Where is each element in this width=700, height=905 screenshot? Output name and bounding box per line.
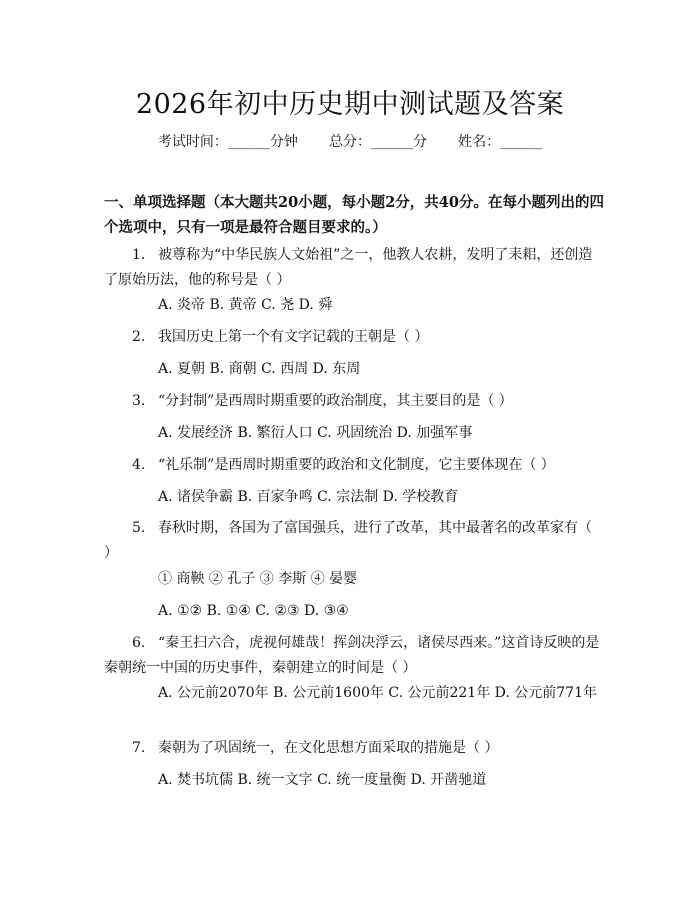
exam-time-field: 考试时间：______分钟 [157, 134, 298, 150]
question-number: 3. [132, 393, 146, 409]
question-5 [104, 516, 602, 566]
question-1-options: A. 炎帝 B. 黄帝 C. 尧 D. 舜 [158, 297, 333, 313]
student-name-field: 姓名：______ [458, 134, 543, 150]
question-number: 6. [132, 635, 146, 651]
question-number: 5. [132, 520, 146, 536]
question-text: 被尊称为“中华民族人文始祖”之一，他教人农耕，发明了耒耜，还创造了原始历法，他的称号是（ ） [104, 247, 593, 288]
question-3-options: A. 发展经济 B. 繁衍人口 C. 巩固统治 D. 加强军事 [158, 425, 473, 441]
total-score-field: 总分：______分 [329, 134, 427, 150]
question-6 [104, 631, 602, 681]
question-5-options: A. ①② B. ①④ C. ②③ D. ③④ [158, 603, 349, 619]
question-text: “分封制”是西周时期重要的政治制度，其主要目的是（ ） [158, 393, 513, 409]
question-number: 7. [132, 740, 146, 756]
question-3 [104, 389, 602, 414]
question-number: 1. [132, 247, 146, 263]
question-text: 春秋时期，各国为了富国强兵，进行了改革，其中最著名的改革家有（ ） [104, 520, 592, 561]
question-2-options: A. 夏朝 B. 商朝 C. 西周 D. 东周 [158, 361, 361, 377]
question-2 [104, 325, 602, 350]
question-1 [104, 243, 602, 293]
question-number: 4. [132, 457, 146, 473]
question-6-options: A. 公元前2070年 B. 公元前1600年 C. 公元前221年 D. 公元前771年 [158, 685, 597, 701]
question-4 [104, 453, 602, 478]
question-text: 我国历史上第一个有文字记载的王朝是（ ） [158, 329, 429, 345]
page-title: 2026年初中历史期中测试题及答案 [135, 89, 565, 120]
question-text: “秦王扫六合，虎视何雄哉！挥剑决浮云，诸侯尽西来。”这首诗反映的是秦朝统一中国的历史事件，秦朝建立的时间是（ ） [104, 635, 600, 676]
section-heading: 一、单项选择题（本大题共20小题，每小题2分，共40分。在每小题列出的四个选项中，只有一项是最符合题目要求的。） [104, 194, 604, 236]
question-text: “礼乐制”是西周时期重要的政治和文化制度，它主要体现在（ ） [158, 457, 555, 473]
exam-info-line [0, 131, 700, 151]
question-5-items: ① 商鞅 ② 孔子 ③ 李斯 ④ 晏婴 [158, 571, 358, 587]
question-4-options: A. 诸侯争霸 B. 百家争鸣 C. 宗法制 D. 学校教育 [158, 489, 459, 505]
question-number: 2. [132, 329, 146, 345]
question-7 [104, 736, 602, 761]
question-text: 秦朝为了巩固统一，在文化思想方面采取的措施是（ ） [158, 740, 499, 756]
question-7-options: A. 焚书坑儒 B. 统一文字 C. 统一度量衡 D. 开凿驰道 [158, 772, 487, 788]
